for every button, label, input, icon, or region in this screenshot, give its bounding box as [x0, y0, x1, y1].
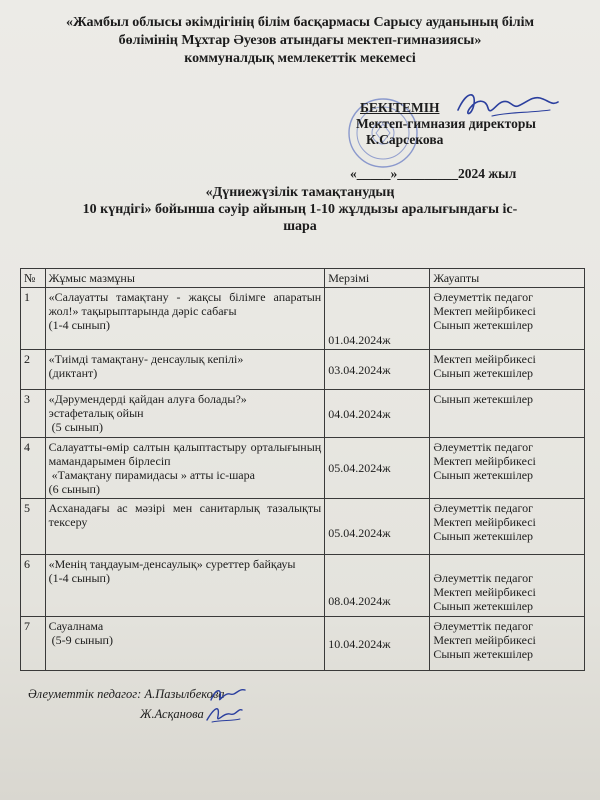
row-num: 3: [21, 390, 46, 438]
row-work-line: «Тиімді тамақтану- денсаулық кепілі»: [48, 352, 244, 366]
row-work: [45, 438, 325, 499]
responsible-item: Әлеуметтік педагог: [433, 290, 533, 304]
row-num: 1: [21, 288, 46, 350]
row-work-line: Салауатты-өмір салтын қалыптастыру орталығының мамандарымен бірлесіп: [48, 440, 322, 468]
approval-label: БЕКІТЕМІН: [360, 100, 440, 115]
row-work-line: «Менің таңдауым-денсаулық» суреттер байқауы: [48, 557, 296, 571]
title-line-3: шара: [283, 219, 317, 234]
table-row: [21, 438, 585, 499]
row-work-line: «Салауатты тамақтану - жақсы білімге апаратын жол!» тақырыптарында дәріс сабағы: [48, 290, 322, 318]
row-num: 2: [21, 350, 46, 390]
row-work: [45, 555, 325, 617]
row-work: [45, 499, 325, 555]
title-line-1: «Дүниежүзілік тамақтанудың: [205, 185, 395, 200]
row-responsible: [430, 350, 585, 390]
header-num: №: [21, 269, 46, 288]
responsible-item: Сынып жетекшілер: [433, 318, 534, 332]
responsible-item: Әлеуметтік педагог: [433, 619, 533, 633]
row-responsible: [430, 288, 585, 350]
approval-position: Мектеп-гимназия директоры: [356, 116, 536, 131]
responsible-item: Сынып жетекшілер: [433, 366, 534, 380]
row-date: 05.04.2024ж: [325, 499, 430, 555]
table-row: [21, 288, 585, 350]
organization-header: [20, 14, 580, 68]
row-work-line: (1-4 сынып): [48, 318, 110, 332]
responsible-item: Мектеп мейірбикесі: [433, 633, 536, 647]
header-responsible: Жауапты: [430, 269, 585, 288]
director-signature-icon: [452, 86, 562, 126]
header-line-1: «Жамбыл облысы әкімдігінің білім басқармасы Сарысу ауданының білім: [65, 15, 535, 30]
responsible-item: Әлеуметтік педагог: [433, 440, 533, 454]
responsible-item: Мектеп мейірбикесі: [433, 304, 536, 318]
row-work: [45, 617, 325, 671]
responsible-item: Әлеуметтік педагог: [433, 571, 533, 585]
table-row: [21, 390, 585, 438]
responsible-item: Сынып жетекшілер: [433, 468, 534, 482]
table-row: [21, 555, 585, 617]
footer-line-2: Ж.Асқанова: [140, 707, 204, 721]
row-work: [45, 390, 325, 438]
row-date: 05.04.2024ж: [325, 438, 430, 499]
footer-line-1: Әлеуметтік педагог: А.Пазылбекова: [28, 687, 225, 701]
row-work-line: «Дәрумендерді қайдан алуға болады?»: [48, 392, 247, 406]
row-work: [45, 350, 325, 390]
responsible-item: Әлеуметтік педагог: [433, 501, 533, 515]
header-date: Мерзімі: [325, 269, 430, 288]
responsible-item: Мектеп мейірбикесі: [433, 352, 536, 366]
approval-date-line: «_____»_________2024 жыл: [350, 166, 517, 181]
responsible-item: Мектеп мейірбикесі: [433, 515, 536, 529]
approval-name: К.Сарсекова: [366, 132, 444, 147]
row-work-line: эстафеталық ойын: [48, 406, 144, 420]
row-date: 04.04.2024ж: [325, 390, 430, 438]
row-responsible: [430, 499, 585, 555]
row-responsible: [430, 438, 585, 499]
row-work-line: Сауалнама: [48, 619, 104, 633]
row-num: 6: [21, 555, 46, 617]
title-line-2: 10 күндігі» бойынша сәуір айының 1-10 жұлдызы аралығындағы іс-: [82, 202, 518, 217]
row-work-line: (диктант): [48, 366, 98, 380]
askanova-signature-icon: [204, 702, 244, 726]
header-line-3: коммуналдық мемлекеттік мекемесі: [184, 51, 416, 66]
footer-signatures: [28, 684, 328, 724]
row-work-line: (6 сынып): [48, 482, 100, 496]
responsible-item: Сынып жетекшілер: [433, 392, 534, 406]
event-plan-table: [20, 268, 585, 671]
responsible-item: Сынып жетекшілер: [433, 529, 534, 543]
row-date: 10.04.2024ж: [325, 617, 430, 671]
header-work: Жұмыс мазмұны: [45, 269, 325, 288]
row-work-line: (5 сынып): [48, 420, 103, 434]
responsible-item: Мектеп мейірбикесі: [433, 585, 536, 599]
row-num: 7: [21, 617, 46, 671]
row-work-line: (5-9 сынып): [48, 633, 113, 647]
row-num: 4: [21, 438, 46, 499]
row-date: 01.04.2024ж: [325, 288, 430, 350]
row-date: 03.04.2024ж: [325, 350, 430, 390]
row-work-line: Асханадағы ас мәзірі мен санитарлық тазалықты тексеру: [48, 501, 322, 529]
responsible-item: Сынып жетекшілер: [433, 599, 534, 613]
row-date: 08.04.2024ж: [325, 555, 430, 617]
responsible-item: Мектеп мейірбикесі: [433, 454, 536, 468]
table-header-row: [21, 269, 585, 288]
table-row: [21, 350, 585, 390]
row-work-line: «Тамақтану пирамидасы » атты іс-шара: [48, 468, 255, 482]
row-responsible: [430, 617, 585, 671]
row-work: [45, 288, 325, 350]
row-work-line: (1-4 сынып): [48, 571, 110, 585]
table-row: [21, 499, 585, 555]
responsible-item: Сынып жетекшілер: [433, 647, 534, 661]
row-responsible: [430, 555, 585, 617]
row-responsible: [430, 390, 585, 438]
table-row: [21, 617, 585, 671]
header-line-2: бөлімінің Мұхтар Әуезов атындағы мектеп-гимназиясы»: [118, 33, 482, 48]
row-num: 5: [21, 499, 46, 555]
event-title: [40, 184, 560, 235]
